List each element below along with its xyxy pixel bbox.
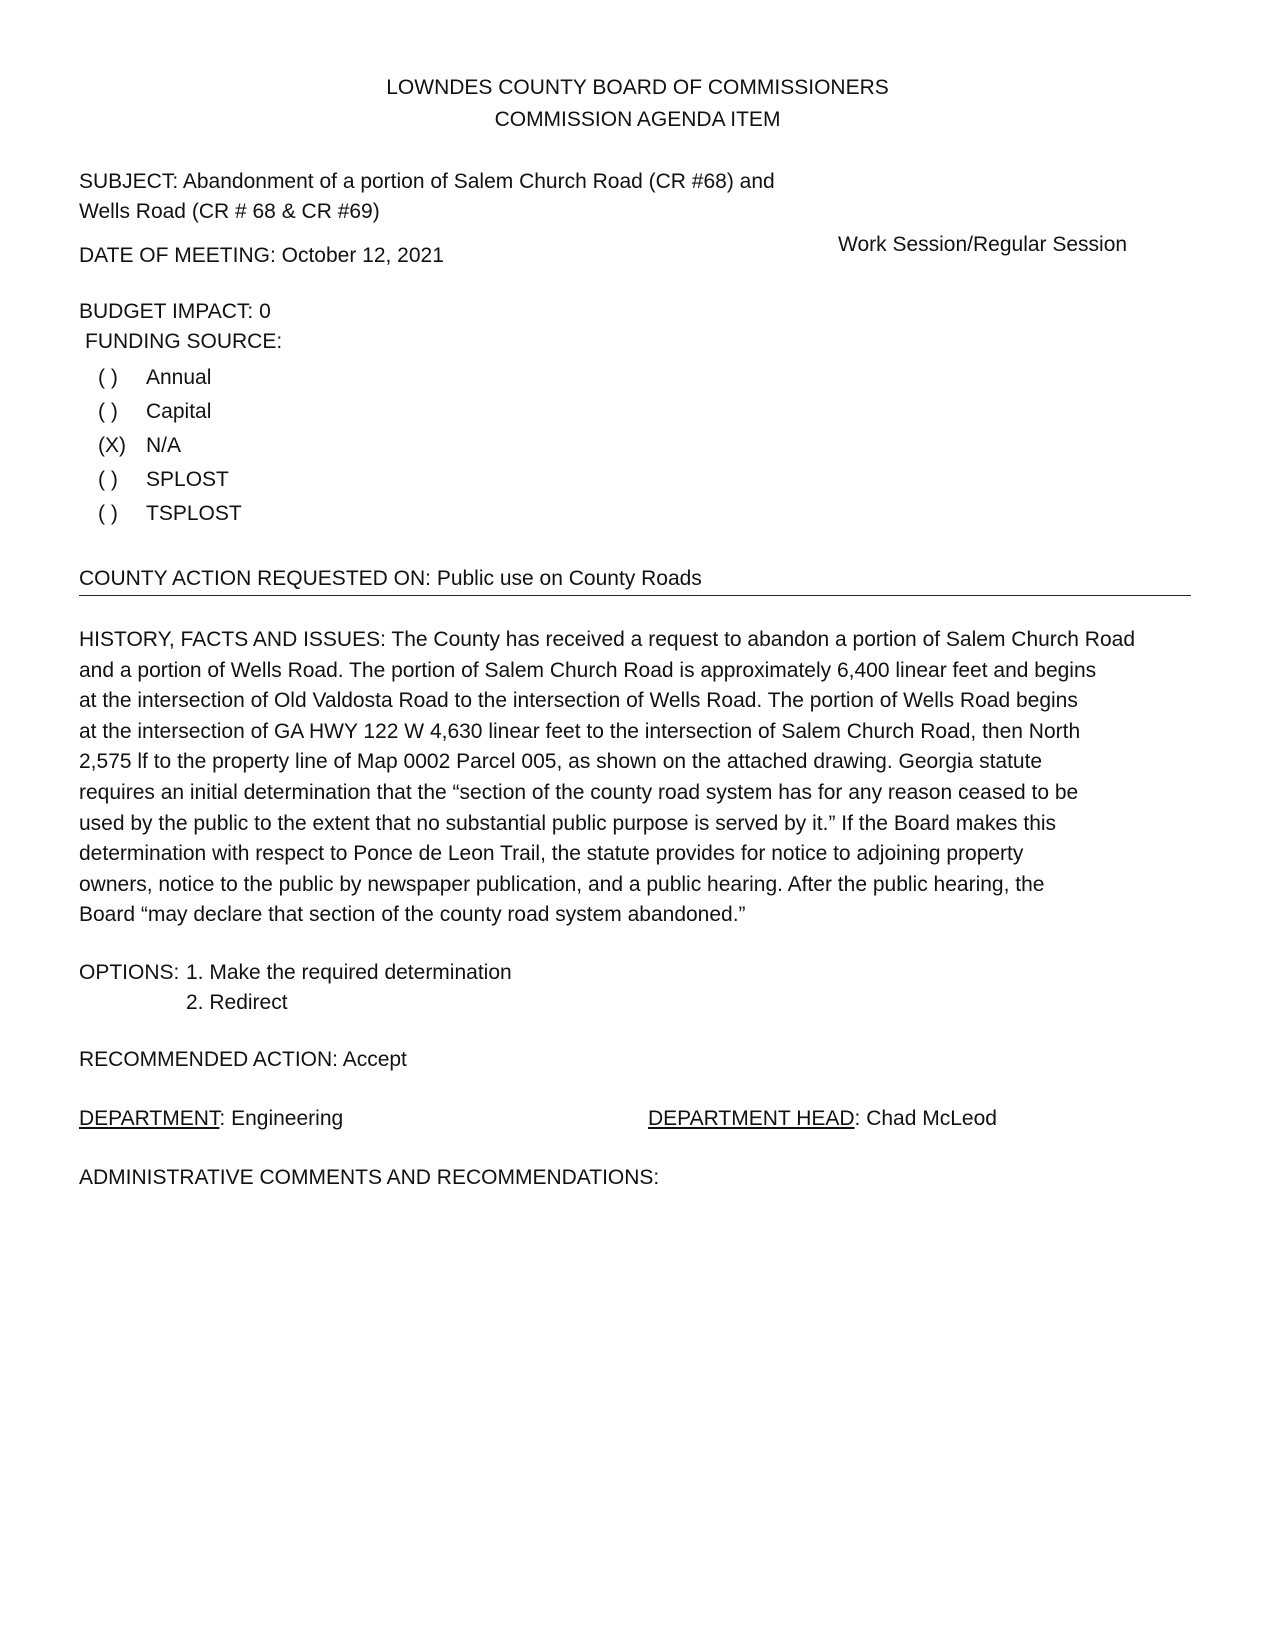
subject-line-1: SUBJECT: Abandonment of a portion of Salem Church Road (CR #68) and bbox=[79, 170, 775, 193]
budget-impact: BUDGET IMPACT: 0 bbox=[79, 300, 271, 323]
department-head-label: DEPARTMENT HEAD bbox=[648, 1107, 855, 1130]
header-subtitle: COMMISSION AGENDA ITEM bbox=[494, 108, 781, 131]
funding-checkbox: ( ) bbox=[98, 366, 118, 389]
history-line: owners, notice to the public by newspaper publication, and a public hearing. After the public hearing, the bbox=[79, 872, 1045, 896]
funding-checkbox: ( ) bbox=[98, 468, 118, 491]
funding-option-capital bbox=[98, 400, 211, 424]
session-type: Work Session/Regular Session bbox=[838, 233, 1128, 256]
funding-option-label: N/A bbox=[146, 434, 182, 457]
funding-option-na bbox=[98, 434, 181, 458]
history-line: used by the public to the extent that no substantial public purpose is served by it.” If the Board makes this bbox=[79, 811, 1057, 835]
funding-option-label: Capital bbox=[146, 400, 212, 423]
funding-checkbox: ( ) bbox=[98, 502, 118, 525]
funding-option-tsplost bbox=[98, 502, 242, 526]
history-line: requires an initial determination that the “section of the county road system has for any reason ceased to be bbox=[79, 780, 1079, 804]
administrative-comments: ADMINISTRATIVE COMMENTS AND RECOMMENDATIONS: bbox=[79, 1166, 660, 1189]
funding-option-label: SPLOST bbox=[146, 468, 229, 491]
meeting-date: DATE OF MEETING: October 12, 2021 bbox=[79, 244, 444, 267]
options-label: OPTIONS: bbox=[79, 961, 180, 984]
department-label: DEPARTMENT bbox=[79, 1107, 220, 1130]
option-item-2: 2. Redirect bbox=[186, 991, 288, 1014]
subject-line-2: Wells Road (CR # 68 & CR #69) bbox=[79, 200, 380, 223]
funding-option-annual bbox=[98, 366, 211, 390]
department-value: : Engineering bbox=[219, 1107, 344, 1130]
history-line: and a portion of Wells Road. The portion of Salem Church Road is approximately 6,400 linear feet and begins bbox=[79, 658, 1097, 682]
header-title: LOWNDES COUNTY BOARD OF COMMISSIONERS bbox=[386, 76, 889, 99]
department bbox=[79, 1107, 343, 1131]
funding-checkbox: ( ) bbox=[98, 400, 118, 423]
department-head-value: : Chad McLeod bbox=[854, 1107, 997, 1130]
funding-checkbox: (X) bbox=[98, 434, 126, 457]
history-line: HISTORY, FACTS AND ISSUES: The County has received a request to abandon a portion of Salem Church Road bbox=[79, 628, 1136, 651]
history-line: 2,575 lf to the property line of Map 0002 Parcel 005, as shown on the attached drawing. Georgia statute bbox=[79, 750, 1043, 774]
option-item-1: 1. Make the required determination bbox=[186, 961, 512, 984]
section-divider bbox=[79, 595, 1191, 596]
recommended-action: RECOMMENDED ACTION: Accept bbox=[79, 1048, 407, 1071]
county-action-requested: COUNTY ACTION REQUESTED ON: Public use on County Roads bbox=[79, 567, 702, 590]
funding-option-splost bbox=[98, 468, 229, 492]
funding-option-label: TSPLOST bbox=[146, 502, 242, 525]
history-line: at the intersection of GA HWY 122 W 4,630 linear feet to the intersection of Salem Church Road, then North bbox=[79, 719, 1081, 743]
funding-source-label: FUNDING SOURCE: bbox=[85, 330, 283, 353]
department-head bbox=[648, 1107, 997, 1131]
history-line: determination with respect to Ponce de Leon Trail, the statute provides for notice to adjoining property bbox=[79, 842, 1024, 866]
history-facts-issues bbox=[79, 625, 1191, 931]
history-line: at the intersection of Old Valdosta Road to the intersection of Wells Road. The portion of Wells Road begins bbox=[79, 689, 1078, 713]
history-line: Board “may declare that section of the county road system abandoned.” bbox=[79, 903, 746, 927]
funding-option-label: Annual bbox=[146, 366, 212, 389]
